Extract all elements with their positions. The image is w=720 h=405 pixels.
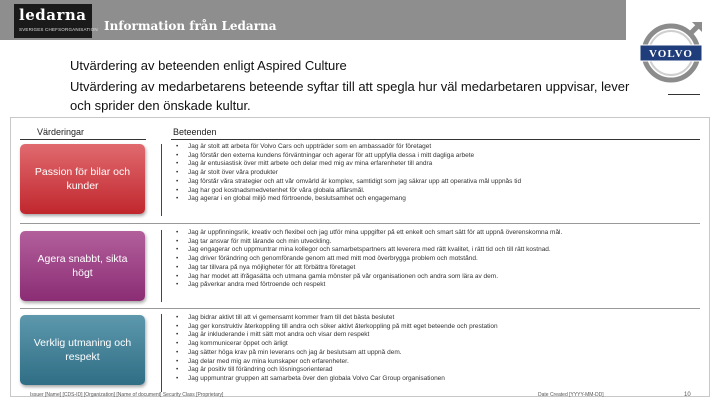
list-item: • Jag ger konstruktiv återkoppling till andra och söker aktivt återkoppling på mitt eget beteende och prestation xyxy=(175,323,700,332)
list-item: • Jag är entusiastisk över mitt arbete och delar med mig av mina erfarenheter till andra xyxy=(175,160,700,169)
page-number: 10 xyxy=(684,392,691,398)
behavior-list-passion xyxy=(175,143,700,204)
logo-name: ledarna xyxy=(19,6,87,24)
ledarna-logo xyxy=(14,4,98,38)
list-item: • Jag är stolt över våra produkter xyxy=(175,169,700,178)
value-badge-agera xyxy=(20,231,145,301)
behavior-list-agera xyxy=(175,229,700,290)
list-item: • Jag är positiv till förändring och lösningsorienterad xyxy=(175,366,700,375)
volvo-iron-mark-icon xyxy=(638,20,704,86)
list-item: • Jag tar tillvara på nya möjligheter för att förbättra företaget xyxy=(175,264,700,273)
bracket-line xyxy=(161,314,162,392)
section-divider xyxy=(20,308,700,309)
list-item: • Jag förstår den externa kundens förväntningar och agerar för att uppfylla dessa i mitt dagliga arbete xyxy=(175,152,700,161)
list-item: • Jag är uppfinningsrik, kreativ och flexibel och jag utför mina uppgifter på ett enkelt och smart sätt för att uppnå överenskomna mål. xyxy=(175,229,700,238)
list-item: • Jag kommunicerar öppet och ärligt xyxy=(175,340,700,349)
value-badge-verklig xyxy=(20,315,145,385)
list-item: • Jag delar med mig av mina kunskaper och erfarenheter. xyxy=(175,358,700,367)
values-table xyxy=(10,117,710,397)
bracket-line xyxy=(161,144,162,216)
value-badge-passion xyxy=(20,144,145,214)
list-item: • Jag är stolt att arbeta för Volvo Cars och uppträder som en ambassadör för företaget xyxy=(175,143,700,152)
volvo-wordmark: VOLVO xyxy=(649,48,693,60)
column-header-values: Värderingar xyxy=(37,127,85,137)
footer-document-info: Issuer [Name] [CDS-ID] [Organization] [Name of document] Security Class [Proprietary] xyxy=(30,392,224,398)
list-item: • Jag förstår våra strategier och att vår omvärld är komplex, samtidigt som jag säkrar upp att operativa mål uppnås tid xyxy=(175,178,700,187)
list-item: • Jag har god kostnadsmedvetenhet för våra globala affärsmål. xyxy=(175,187,700,196)
list-item: • Jag driver förändring och genomförande genom att med mitt mod överbrygga problem och motstånd. xyxy=(175,255,700,264)
list-item: • Jag sätter höga krav på min leverans och jag är beslutsam att uppnå dem. xyxy=(175,349,700,358)
value-label: Verklig utmaning och respekt xyxy=(33,337,132,363)
list-item: • Jag är inkluderande i mitt sätt mot andra och visar dem respekt xyxy=(175,331,700,340)
header-underline-behaviors xyxy=(171,139,700,140)
header-bar xyxy=(0,0,626,40)
value-label: Passion för bilar och kunder xyxy=(34,166,131,192)
list-item: • Jag har modet att ifrågasätta och utmana gamla mönster på vår organisationen och andra som lära av dem. xyxy=(175,273,700,282)
list-item: • Jag engagerar och uppmuntrar mina kollegor och samarbetspartners att leverera med rätt kvalitet, i rätt tid och till rätt kostnad. xyxy=(175,246,700,255)
value-label: Agera snabbt, sikta högt xyxy=(37,253,128,279)
bracket-line xyxy=(161,230,162,302)
volvo-logo xyxy=(638,20,704,86)
logo-tagline: SVERIGES CHEFSORGANISATION xyxy=(19,27,98,32)
section-divider xyxy=(20,223,700,224)
header-title: Information från Ledarna xyxy=(104,19,277,33)
list-item: • Jag tar ansvar för mitt lärande och min utveckling. xyxy=(175,238,700,247)
header-underline-values xyxy=(20,139,146,140)
page-title: Utvärdering av beteenden enligt Aspired Culture xyxy=(70,58,347,73)
list-item: • Jag uppmuntrar gruppen att samarbeta över den globala Volvo Car Group organisationen xyxy=(175,375,700,384)
logo-divider xyxy=(668,94,700,95)
behavior-list-verklig xyxy=(175,314,700,384)
list-item: • Jag påverkar andra med förtroende och respekt xyxy=(175,281,700,290)
page-subtitle: Utvärdering av medarbetarens beteende syftar till att spegla hur väl medarbetaren uppvisar, lever och sprider den önskade kultur. xyxy=(70,79,630,113)
footer-date: Date Created [YYYY-MM-DD] xyxy=(538,392,604,398)
list-item: • Jag agerar i en global miljö med förtroende, beslutsamhet och engagemang xyxy=(175,195,700,204)
column-header-behaviors: Beteenden xyxy=(173,127,217,137)
list-item: • Jag bidrar aktivt till att vi gemensamt kommer fram till det bästa beslutet xyxy=(175,314,700,323)
